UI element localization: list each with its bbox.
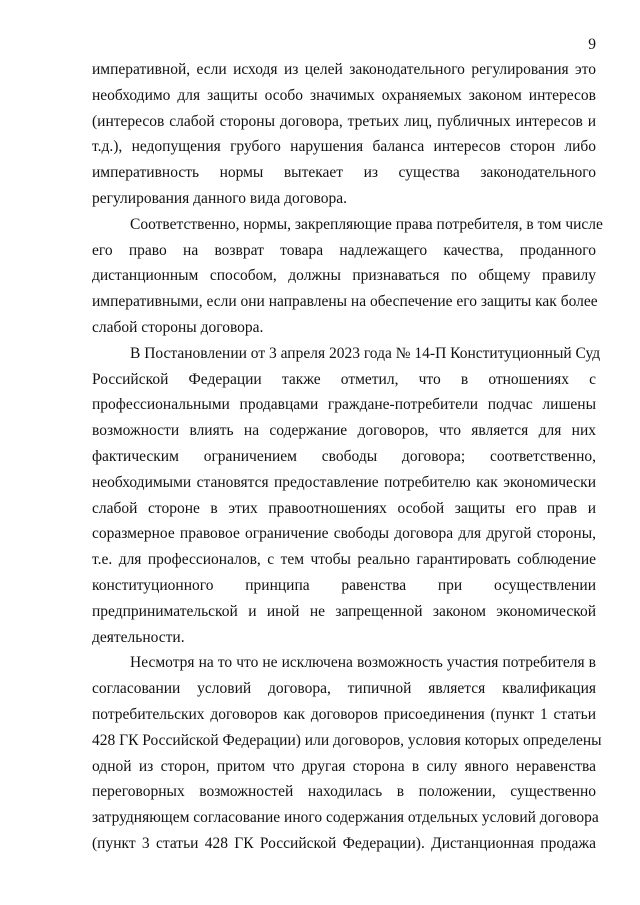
text-line: В Постановлении от 3 апреля 2023 года № 14-П Конституционный Суд [130,344,601,362]
text-line: соразмерное правовое ограничение свободы договора для другой стороны, [92,525,596,543]
text-line: переговорных возможностей находилась в положении, существенно [92,783,596,801]
text-line: регулирования данного вида договора. [92,189,347,207]
text-line: согласовании условий договора, типичной является квалификация [92,680,596,698]
page-number: 9 [588,36,596,53]
text-line: Соответственно, нормы, закрепляющие права потребителя, в том числе [130,215,603,233]
text-line: т.е. для профессионалов, с тем чтобы реально гарантировать соблюдение [92,551,596,569]
text-line: слабой стороне в этих правоотношениях особой защиты его прав и [92,499,596,517]
text-line: т.д.), недопущения грубого нарушения баланса интересов сторон либо [92,138,596,156]
text-line: затрудняющем согласование иного содержания отдельных условий договора [92,809,599,827]
text-line: конституционного принципа равенства при осуществлении [92,576,596,594]
text-line: возможности влиять на содержание договоров, что является для них [92,422,596,440]
text-line: деятельности. [92,628,185,646]
text-line: слабой стороны договора. [92,318,264,336]
text-line: дистанционным способом, должны признаваться по общему правилу [92,267,596,285]
text-line: Несмотря на то что не исключена возможность участия потребителя в [130,654,596,672]
text-line: фактическим ограничением свободы договора; соответственно, [92,447,596,465]
text-line: необходимо для защиты особо значимых охраняемых законом интересов [92,86,596,104]
text-line: императивными, если они направлены на обеспечение его защиты как более [92,293,598,311]
text-line: необходимыми становятся предоставление потребителю как экономически [92,473,596,491]
text-line: одной из сторон, притом что другая сторона в силу явного неравенства [92,757,596,775]
text-line: императивной, если исходя из целей законодательного регулирования это [92,61,596,78]
text-line: Российской Федерации также отметил, что в отношениях с [92,370,596,388]
text-line: (пункт 3 статьи 428 ГК Российской Федерации). Дистанционная продажа [92,834,596,852]
body-text [92,57,603,857]
text-line: профессиональными продавцами граждане-потребители подчас лишены [92,396,596,414]
text-line: потребительских договоров как договоров присоединения (пункт 1 статьи [92,705,596,723]
text-line: его право на возврат товара надлежащего качества, проданного [92,241,596,259]
text-line: 428 ГК Российской Федерации) или договоров, условия которых определены [92,731,602,749]
text-line: предпринимательской и иной не запрещенной законом экономической [92,602,596,620]
text-line: (интересов слабой стороны договора, третьих лиц, публичных интересов и [92,112,596,130]
text-line: императивность нормы вытекает из существа законодательного [92,164,596,182]
